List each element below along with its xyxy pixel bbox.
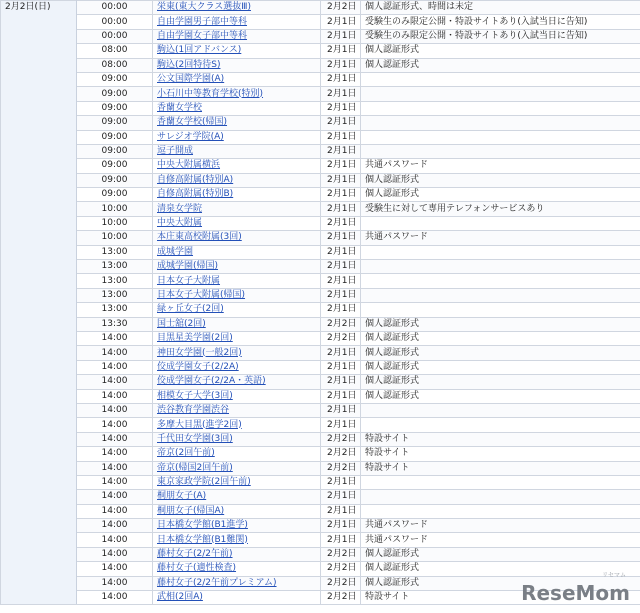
time-cell: 09:00 [77,72,153,86]
school-link[interactable]: 自修高附属(特別B) [157,189,234,200]
note-cell: 個人認証形式、時間は未定 [361,1,640,15]
time-cell: 09:00 [77,87,153,101]
time-cell: 10:00 [77,202,153,216]
school-link[interactable]: 桐朋女子(A) [157,491,207,502]
publish-date-cell: 2月1日 [321,29,361,43]
note-cell: 個人認証形式 [361,44,640,58]
note-cell: 共通パスワード [361,231,640,245]
publish-date-cell: 2月2日 [321,591,361,605]
table-row [1,418,640,432]
table-row [1,490,640,504]
school-cell [153,159,321,173]
time-cell: 08:00 [77,58,153,72]
publish-date-cell: 2月2日 [321,562,361,576]
table-row [1,159,640,173]
time-cell: 14:00 [77,547,153,561]
school-cell [153,346,321,360]
table-row [1,202,640,216]
note-cell: 受験生に対して専用テレフォンサービスあり [361,202,640,216]
school-cell [153,461,321,475]
note-cell [361,87,640,101]
school-cell [153,331,321,345]
note-cell: 共通パスワード [361,159,640,173]
publish-date-cell: 2月1日 [321,475,361,489]
school-link[interactable]: 自由学園女子部中等科 [157,30,248,41]
school-link[interactable]: 武相(2回A) [157,592,203,603]
publish-date-cell: 2月1日 [321,403,361,417]
publish-date-cell: 2月2日 [321,317,361,331]
publish-date-cell: 2月1日 [321,87,361,101]
school-link[interactable]: 相模女子大学(3回) [157,390,233,401]
note-cell: 個人認証形式 [361,562,640,576]
school-cell [153,188,321,202]
time-cell: 14:00 [77,360,153,374]
school-cell [153,274,321,288]
school-link[interactable]: 藤村女子(2/2午前プレミアム) [157,577,277,588]
table-row [1,403,640,417]
school-link[interactable]: 中央大附属 [157,218,203,229]
time-cell: 14:00 [77,533,153,547]
note-cell [361,245,640,259]
publish-date-cell: 2月1日 [321,274,361,288]
school-cell [153,130,321,144]
note-cell [361,490,640,504]
school-cell [153,533,321,547]
school-cell [153,288,321,302]
note-cell [361,72,640,86]
time-cell: 09:00 [77,159,153,173]
school-link[interactable]: 多摩大目黒(進学2回) [157,419,242,430]
table-row [1,389,640,403]
school-link[interactable]: 香蘭女学校(帰国) [157,117,228,128]
school-link[interactable]: 成城学園 [157,246,194,257]
publish-date-cell: 2月1日 [321,173,361,187]
school-cell [153,360,321,374]
publish-date-cell: 2月1日 [321,260,361,274]
time-cell: 14:00 [77,490,153,504]
table-row [1,44,640,58]
time-cell: 14:00 [77,576,153,590]
school-link[interactable]: 駒込(1回アドバンス) [157,45,242,56]
publish-date-cell: 2月1日 [321,288,361,302]
school-link[interactable]: 駒込(2回特待S) [157,59,221,70]
publish-date-cell: 2月1日 [321,346,361,360]
school-link[interactable]: 小石川中等教育学校(特別) [157,88,264,99]
table-row [1,116,640,130]
table-row [1,29,640,43]
table-row [1,447,640,461]
time-cell: 14:00 [77,403,153,417]
school-link[interactable]: 帝京(2回午前) [157,448,215,459]
table-row [1,317,640,331]
note-cell [361,403,640,417]
time-cell: 14:00 [77,375,153,389]
time-cell: 14:00 [77,504,153,518]
school-link[interactable]: 香蘭女学校 [157,102,203,113]
school-cell [153,317,321,331]
note-cell [361,216,640,230]
time-cell: 10:00 [77,216,153,230]
school-cell [153,202,321,216]
time-cell: 13:00 [77,260,153,274]
time-cell: 13:00 [77,245,153,259]
school-link[interactable]: 目黒星美学園(2回) [157,333,233,344]
table-row [1,547,640,561]
publish-date-cell: 2月1日 [321,245,361,259]
time-cell: 13:00 [77,274,153,288]
school-link[interactable]: 日本女子大附属 [157,275,221,286]
school-link[interactable]: 栄東(東大クラス選抜Ⅲ) [157,2,251,13]
school-cell [153,490,321,504]
note-cell: 個人認証形式 [361,173,640,187]
table-row [1,130,640,144]
school-cell [153,144,321,158]
school-cell [153,403,321,417]
table-row [1,375,640,389]
note-cell [361,288,640,302]
time-cell: 14:00 [77,519,153,533]
time-cell: 09:00 [77,173,153,187]
note-cell [361,504,640,518]
school-link[interactable]: 神田女学園(一般2回) [157,347,242,358]
school-link[interactable]: 清泉女学院 [157,203,203,214]
table-row [1,475,640,489]
time-cell: 13:30 [77,317,153,331]
note-cell [361,274,640,288]
time-cell: 14:00 [77,461,153,475]
table-row [1,260,640,274]
school-cell [153,29,321,43]
school-link[interactable]: 成城学園(帰国) [157,261,219,272]
school-link[interactable]: 佼成学園女子(2/2A・英語) [157,376,266,387]
table-row [1,562,640,576]
time-cell: 00:00 [77,1,153,15]
school-cell [153,216,321,230]
table-row [1,504,640,518]
school-cell [153,519,321,533]
table-row [1,519,640,533]
note-cell: 個人認証形式 [361,58,640,72]
school-cell [153,418,321,432]
publish-date-cell: 2月1日 [321,519,361,533]
school-link[interactable]: 東京家政学院(2回午前) [157,477,251,488]
publish-date-cell: 2月1日 [321,116,361,130]
note-cell [361,116,640,130]
note-cell: 共通パスワード [361,519,640,533]
publish-date-cell: 2月1日 [321,490,361,504]
note-cell: 特設サイト [361,591,640,605]
publish-date-cell: 2月1日 [321,202,361,216]
school-link[interactable]: 自由学園男子部中等科 [157,16,248,27]
note-cell [361,303,640,317]
publish-date-cell: 2月1日 [321,159,361,173]
table-row [1,331,640,345]
school-cell [153,547,321,561]
school-cell [153,101,321,115]
time-cell: 09:00 [77,144,153,158]
publish-date-cell: 2月1日 [321,216,361,230]
table-row [1,188,640,202]
school-link[interactable]: 自修高附属(特別A) [157,174,234,185]
school-link[interactable]: サレジオ学院(A) [157,131,224,142]
school-link[interactable]: 桐朋女子(帰国A) [157,505,225,516]
time-cell: 14:00 [77,447,153,461]
publish-date-cell: 2月1日 [321,101,361,115]
publish-date-cell: 2月2日 [321,461,361,475]
time-cell: 00:00 [77,29,153,43]
note-cell: 特設サイト [361,461,640,475]
time-cell: 14:00 [77,346,153,360]
school-cell [153,562,321,576]
school-link[interactable]: 国士舘(2回) [157,318,206,329]
note-cell: 個人認証形式 [361,576,640,590]
publish-date-cell: 2月1日 [321,389,361,403]
table-row [1,231,640,245]
table-row [1,533,640,547]
time-cell: 09:00 [77,188,153,202]
time-cell: 14:00 [77,475,153,489]
school-cell [153,15,321,29]
school-link[interactable]: 日本橋女学館(B1難関) [157,534,248,545]
note-cell [361,260,640,274]
school-cell [153,173,321,187]
school-link[interactable]: 佼成学園女子(2/2A) [157,361,239,372]
time-cell: 08:00 [77,44,153,58]
school-cell [153,504,321,518]
publish-date-cell: 2月2日 [321,547,361,561]
school-link[interactable]: 中央大附属横浜 [157,160,221,171]
school-cell [153,44,321,58]
school-cell [153,72,321,86]
note-cell: 個人認証形式 [361,317,640,331]
time-cell: 09:00 [77,101,153,115]
time-cell: 14:00 [77,591,153,605]
time-cell: 14:00 [77,432,153,446]
table-row [1,144,640,158]
note-cell: 個人認証形式 [361,360,640,374]
publish-date-cell: 2月1日 [321,360,361,374]
publish-date-cell: 2月2日 [321,1,361,15]
time-cell: 14:00 [77,562,153,576]
publish-date-cell: 2月2日 [321,331,361,345]
school-cell [153,389,321,403]
note-cell: 個人認証形式 [361,389,640,403]
publish-date-cell: 2月1日 [321,15,361,29]
school-cell [153,475,321,489]
note-cell: 特設サイト [361,432,640,446]
school-cell [153,375,321,389]
table-row [1,58,640,72]
table-row [1,346,640,360]
resemom-watermark-logo: ReseMom [521,581,630,605]
time-cell: 09:00 [77,130,153,144]
school-cell [153,447,321,461]
school-cell [153,116,321,130]
note-cell: 個人認証形式 [361,331,640,345]
note-cell: 特設サイト [361,447,640,461]
school-link[interactable]: 藤村女子(適性検査) [157,563,237,574]
publish-date-cell: 2月1日 [321,44,361,58]
note-cell: 個人認証形式 [361,346,640,360]
school-link[interactable]: 帝京(帰国2回午前) [157,462,233,473]
school-cell [153,245,321,259]
school-link[interactable]: 日本女子大附属(帰国) [157,290,246,300]
table-row [1,288,640,302]
school-link[interactable]: 公文国際学園(A) [157,74,225,85]
publish-date-cell: 2月1日 [321,72,361,86]
school-cell [153,591,321,605]
table-row [1,432,640,446]
time-cell: 13:00 [77,303,153,317]
publish-date-cell: 2月1日 [321,533,361,547]
note-cell: 受験生のみ限定公開・特設サイトあり(入試当日に告知) [361,29,640,43]
school-cell [153,231,321,245]
publish-date-cell: 2月1日 [321,188,361,202]
table-row [1,245,640,259]
note-cell: 個人認証形式 [361,547,640,561]
school-cell [153,1,321,15]
school-cell [153,432,321,446]
table-row [1,72,640,86]
table-row [1,101,640,115]
table-row [1,303,640,317]
publish-date-cell: 2月2日 [321,447,361,461]
note-cell [361,101,640,115]
school-cell [153,58,321,72]
school-cell [153,87,321,101]
note-cell: 個人認証形式 [361,375,640,389]
publish-date-cell: 2月2日 [321,432,361,446]
table-row [1,216,640,230]
publish-date-cell: 2月1日 [321,418,361,432]
publish-date-cell: 2月1日 [321,375,361,389]
table-row [1,87,640,101]
table-row [1,15,640,29]
table-row [1,1,640,15]
school-link[interactable]: 日本橋女学館(B1進学) [157,520,248,531]
publish-date-cell: 2月1日 [321,144,361,158]
note-cell [361,418,640,432]
time-cell: 14:00 [77,331,153,345]
school-cell [153,303,321,317]
time-cell: 10:00 [77,231,153,245]
publish-date-cell: 2月1日 [321,130,361,144]
table-row [1,274,640,288]
school-link[interactable]: 逗子開成 [157,146,194,157]
note-cell: 受験生のみ限定公開・特設サイトあり(入試当日に告知) [361,15,640,29]
publish-date-cell: 2月1日 [321,303,361,317]
school-cell [153,576,321,590]
note-cell [361,144,640,158]
watermark-tagline: リセマム [602,572,626,579]
school-link[interactable]: 緑ヶ丘女子(2回) [157,304,224,315]
publish-date-cell: 2月2日 [321,576,361,590]
time-cell: 14:00 [77,389,153,403]
table-row [1,360,640,374]
note-cell: 共通パスワード [361,533,640,547]
time-cell: 14:00 [77,418,153,432]
publish-date-cell: 2月1日 [321,504,361,518]
note-cell [361,475,640,489]
publish-date-cell: 2月1日 [321,231,361,245]
school-link[interactable]: 藤村女子(2/2午前) [157,549,233,560]
note-cell [361,130,640,144]
time-cell: 00:00 [77,15,153,29]
publish-date-cell: 2月1日 [321,58,361,72]
time-cell: 09:00 [77,116,153,130]
note-cell: 個人認証形式 [361,188,640,202]
school-link[interactable]: 千代田女学園(3回) [157,433,233,444]
time-cell: 13:00 [77,288,153,302]
table-row [1,461,640,475]
school-link[interactable]: 本庄東高校附属(3回) [157,232,242,243]
school-link[interactable]: 渋谷教育学園渋谷 [157,405,230,416]
table-row [1,173,640,187]
date-cell: 2月2日(日) [1,1,77,605]
school-cell [153,260,321,274]
